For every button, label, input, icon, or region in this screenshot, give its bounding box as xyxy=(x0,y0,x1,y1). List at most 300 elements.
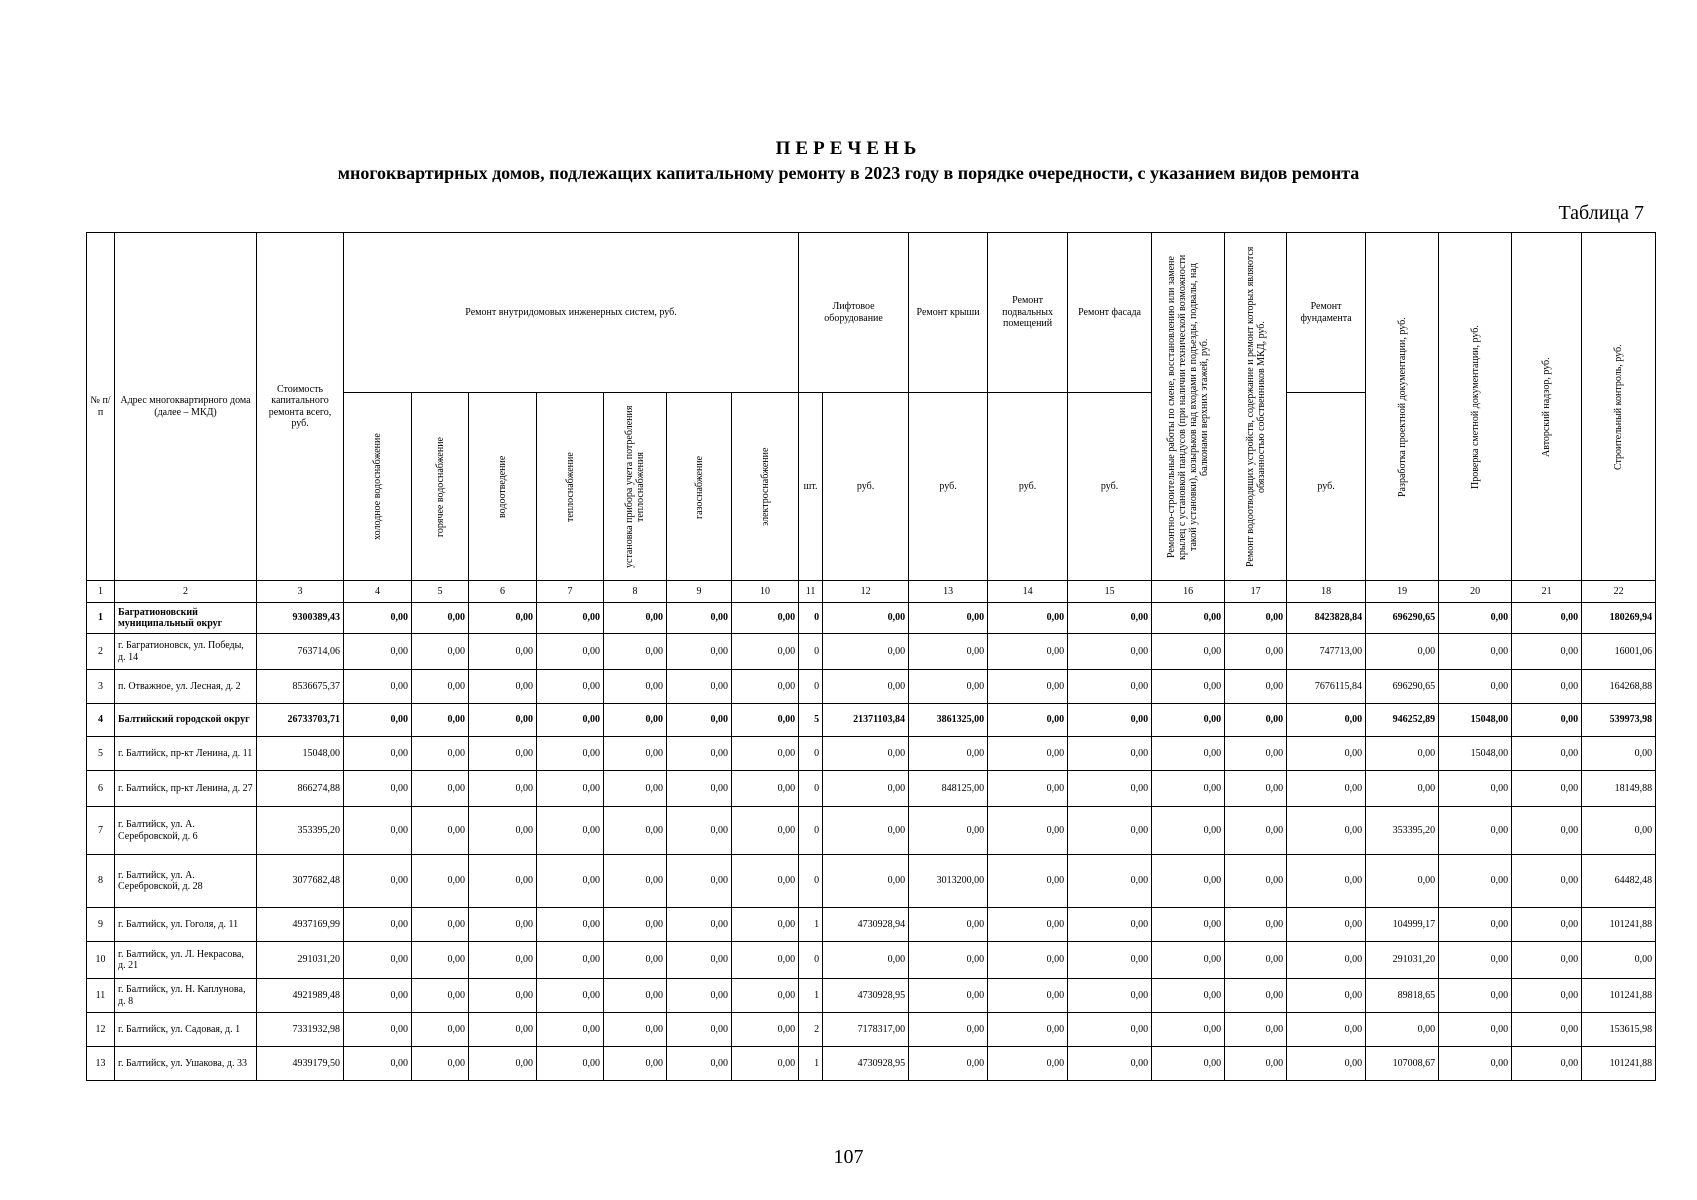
amount-cell: 0,00 xyxy=(988,979,1068,1013)
amount-cell: 0,00 xyxy=(537,942,604,979)
amount-cell: 21371103,84 xyxy=(823,704,909,737)
column-number: 19 xyxy=(1366,581,1439,603)
amount-cell: 0,00 xyxy=(1512,737,1582,771)
address-cell: п. Отважное, ул. Лесная, д. 2 xyxy=(115,670,257,704)
table-row xyxy=(87,942,1656,979)
amount-cell: 180269,94 xyxy=(1582,603,1656,634)
col-header-cold-water: холодное водоснабжение xyxy=(344,393,412,581)
amount-cell: 0,00 xyxy=(344,942,412,979)
amount-cell: 0,00 xyxy=(1068,737,1152,771)
amount-cell: 0,00 xyxy=(1068,670,1152,704)
column-number: 22 xyxy=(1582,581,1656,603)
amount-cell: 0,00 xyxy=(469,908,537,942)
amount-cell: 0,00 xyxy=(909,908,988,942)
amount-cell: 0,00 xyxy=(1439,634,1512,670)
amount-cell: 0,00 xyxy=(823,855,909,908)
table-row xyxy=(87,737,1656,771)
amount-cell: 0,00 xyxy=(344,704,412,737)
row-number-cell: 9 xyxy=(87,908,115,942)
amount-cell: 0,00 xyxy=(667,1013,732,1047)
amount-cell: 0,00 xyxy=(1225,979,1287,1013)
col-header-author-supervision: Авторский надзор, руб. xyxy=(1512,233,1582,581)
amount-cell: 0,00 xyxy=(1287,855,1366,908)
amount-cell: 0,00 xyxy=(1512,855,1582,908)
amount-cell: 0,00 xyxy=(732,1047,799,1081)
amount-cell: 0,00 xyxy=(667,603,732,634)
table-row xyxy=(87,1013,1656,1047)
amount-cell: 0,00 xyxy=(344,771,412,807)
table-row xyxy=(87,855,1656,908)
amount-cell: 0,00 xyxy=(1068,1047,1152,1081)
column-number: 16 xyxy=(1152,581,1225,603)
col-header-drainage: Ремонт водоотводящих устройств, содержание и ремонт которых являются обязанностью собственников МКД, руб. xyxy=(1225,233,1287,581)
column-number: 6 xyxy=(469,581,537,603)
amount-cell: 0,00 xyxy=(988,807,1068,855)
elevator-units-cell: 0 xyxy=(799,603,823,634)
address-cell: г. Балтийск, ул. Н. Каплунова, д. 8 xyxy=(115,979,257,1013)
row-number-cell: 7 xyxy=(87,807,115,855)
amount-cell: 0,00 xyxy=(988,737,1068,771)
amount-cell: 0,00 xyxy=(1287,807,1366,855)
amount-cell: 0,00 xyxy=(732,807,799,855)
row-number-cell: 12 xyxy=(87,1013,115,1047)
amount-cell: 0,00 xyxy=(1439,1047,1512,1081)
amount-cell: 0,00 xyxy=(1287,771,1366,807)
amount-cell: 0,00 xyxy=(412,855,469,908)
amount-cell: 0,00 xyxy=(344,737,412,771)
amount-cell: 0,00 xyxy=(1225,807,1287,855)
amount-cell: 0,00 xyxy=(469,634,537,670)
address-cell: г. Балтийск, ул. Садовая, д. 1 xyxy=(115,1013,257,1047)
column-number: 17 xyxy=(1225,581,1287,603)
amount-cell: 4937169,99 xyxy=(257,908,344,942)
amount-cell: 0,00 xyxy=(604,942,667,979)
amount-cell: 0,00 xyxy=(1582,942,1656,979)
col-header-facade: Ремонт фасада xyxy=(1068,233,1152,393)
table-row xyxy=(87,634,1656,670)
amount-cell: 0,00 xyxy=(412,603,469,634)
amount-cell: 0,00 xyxy=(667,634,732,670)
table-row xyxy=(87,908,1656,942)
amount-cell: 0,00 xyxy=(412,704,469,737)
amount-cell: 15048,00 xyxy=(1439,737,1512,771)
amount-cell: 0,00 xyxy=(1512,771,1582,807)
amount-cell: 0,00 xyxy=(732,670,799,704)
amount-cell: 0,00 xyxy=(1287,979,1366,1013)
amount-cell: 0,00 xyxy=(988,908,1068,942)
column-number: 10 xyxy=(732,581,799,603)
amount-cell: 0,00 xyxy=(988,1013,1068,1047)
column-number: 1 xyxy=(87,581,115,603)
amount-cell: 0,00 xyxy=(469,1013,537,1047)
col-header-heating: теплоснабжение xyxy=(537,393,604,581)
amount-cell: 0,00 xyxy=(1068,771,1152,807)
amount-cell: 0,00 xyxy=(1068,603,1152,634)
amount-cell: 0,00 xyxy=(537,908,604,942)
amount-cell: 3077682,48 xyxy=(257,855,344,908)
amount-cell: 0,00 xyxy=(1225,942,1287,979)
row-number-cell: 11 xyxy=(87,979,115,1013)
table-row xyxy=(87,771,1656,807)
column-number: 21 xyxy=(1512,581,1582,603)
table-number-label: Таблица 7 xyxy=(1558,202,1644,224)
amount-cell: 0,00 xyxy=(412,942,469,979)
amount-cell: 747713,00 xyxy=(1287,634,1366,670)
amount-cell: 0,00 xyxy=(667,670,732,704)
amount-cell: 0,00 xyxy=(909,942,988,979)
amount-cell: 0,00 xyxy=(1512,603,1582,634)
amount-cell: 0,00 xyxy=(469,979,537,1013)
amount-cell: 0,00 xyxy=(988,855,1068,908)
amount-cell: 0,00 xyxy=(604,603,667,634)
amount-cell: 0,00 xyxy=(1152,942,1225,979)
column-number: 13 xyxy=(909,581,988,603)
amount-cell: 164268,88 xyxy=(1582,670,1656,704)
amount-cell: 0,00 xyxy=(604,771,667,807)
amount-cell: 0,00 xyxy=(1512,807,1582,855)
amount-cell: 0,00 xyxy=(469,737,537,771)
column-number: 7 xyxy=(537,581,604,603)
elevator-units-cell: 0 xyxy=(799,670,823,704)
amount-cell: 0,00 xyxy=(469,1047,537,1081)
amount-cell: 0,00 xyxy=(1225,634,1287,670)
column-number: 14 xyxy=(988,581,1068,603)
amount-cell: 64482,48 xyxy=(1582,855,1656,908)
amount-cell: 0,00 xyxy=(344,1047,412,1081)
amount-cell: 0,00 xyxy=(604,737,667,771)
amount-cell: 0,00 xyxy=(1439,807,1512,855)
amount-cell: 0,00 xyxy=(344,979,412,1013)
amount-cell: 0,00 xyxy=(1439,979,1512,1013)
col-header-basement-rub: руб. xyxy=(988,393,1068,581)
column-number: 8 xyxy=(604,581,667,603)
amount-cell: 0,00 xyxy=(537,670,604,704)
amount-cell: 4921989,48 xyxy=(257,979,344,1013)
col-header-elevator-rub: руб. xyxy=(823,393,909,581)
amount-cell: 0,00 xyxy=(1512,1013,1582,1047)
amount-cell: 291031,20 xyxy=(1366,942,1439,979)
amount-cell: 0,00 xyxy=(1366,855,1439,908)
amount-cell: 0,00 xyxy=(537,979,604,1013)
amount-cell: 0,00 xyxy=(823,737,909,771)
amount-cell: 0,00 xyxy=(1152,704,1225,737)
row-number-cell: 13 xyxy=(87,1047,115,1081)
amount-cell: 353395,20 xyxy=(1366,807,1439,855)
amount-cell: 0,00 xyxy=(604,855,667,908)
amount-cell: 0,00 xyxy=(823,807,909,855)
amount-cell: 0,00 xyxy=(1512,634,1582,670)
amount-cell: 0,00 xyxy=(1512,942,1582,979)
elevator-units-cell: 2 xyxy=(799,1013,823,1047)
amount-cell: 0,00 xyxy=(1439,603,1512,634)
amount-cell: 0,00 xyxy=(1225,771,1287,807)
table-row xyxy=(87,603,1656,634)
amount-cell: 0,00 xyxy=(537,1013,604,1047)
amount-cell: 0,00 xyxy=(988,670,1068,704)
amount-cell: 0,00 xyxy=(537,737,604,771)
column-number-row xyxy=(87,581,1656,603)
amount-cell: 0,00 xyxy=(344,1013,412,1047)
amount-cell: 0,00 xyxy=(469,942,537,979)
amount-cell: 0,00 xyxy=(537,634,604,670)
amount-cell: 0,00 xyxy=(1512,1047,1582,1081)
amount-cell: 0,00 xyxy=(988,704,1068,737)
amount-cell: 0,00 xyxy=(537,603,604,634)
amount-cell: 0,00 xyxy=(732,855,799,908)
amount-cell: 0,00 xyxy=(604,979,667,1013)
amount-cell: 0,00 xyxy=(1439,771,1512,807)
amount-cell: 0,00 xyxy=(1068,634,1152,670)
amount-cell: 101241,88 xyxy=(1582,1047,1656,1081)
col-header-elevator: Лифтовое оборудование xyxy=(799,233,909,393)
elevator-units-cell: 0 xyxy=(799,737,823,771)
elevator-units-cell: 0 xyxy=(799,807,823,855)
col-header-design-docs: Разработка проектной документации, руб. xyxy=(1366,233,1439,581)
amount-cell: 0,00 xyxy=(1152,807,1225,855)
column-number: 15 xyxy=(1068,581,1152,603)
amount-cell: 0,00 xyxy=(604,908,667,942)
amount-cell: 0,00 xyxy=(1152,908,1225,942)
amount-cell: 0,00 xyxy=(667,704,732,737)
amount-cell: 8423828,84 xyxy=(1287,603,1366,634)
amount-cell: 4730928,95 xyxy=(823,979,909,1013)
col-header-address: Адрес многоквартирного дома (далее – МКД) xyxy=(115,233,257,581)
amount-cell: 946252,89 xyxy=(1366,704,1439,737)
col-header-estimate-check: Проверка сметной документации, руб. xyxy=(1439,233,1512,581)
amount-cell: 0,00 xyxy=(344,855,412,908)
address-cell: г. Балтийск, пр-кт Ленина, д. 27 xyxy=(115,771,257,807)
amount-cell: 0,00 xyxy=(604,1013,667,1047)
amount-cell: 0,00 xyxy=(823,634,909,670)
amount-cell: 0,00 xyxy=(537,1047,604,1081)
amount-cell: 0,00 xyxy=(604,704,667,737)
amount-cell: 101241,88 xyxy=(1582,908,1656,942)
amount-cell: 291031,20 xyxy=(257,942,344,979)
amount-cell: 0,00 xyxy=(604,1047,667,1081)
amount-cell: 0,00 xyxy=(1439,670,1512,704)
column-number: 18 xyxy=(1287,581,1366,603)
row-number-cell: 2 xyxy=(87,634,115,670)
row-number-cell: 3 xyxy=(87,670,115,704)
amount-cell: 0,00 xyxy=(667,942,732,979)
amount-cell: 0,00 xyxy=(412,1047,469,1081)
amount-cell: 15048,00 xyxy=(1439,704,1512,737)
address-cell: Балтийский городской округ xyxy=(115,704,257,737)
amount-cell: 0,00 xyxy=(1068,807,1152,855)
amount-cell: 0,00 xyxy=(1439,1013,1512,1047)
amount-cell: 0,00 xyxy=(909,603,988,634)
amount-cell: 0,00 xyxy=(1512,979,1582,1013)
amount-cell: 0,00 xyxy=(988,1047,1068,1081)
amount-cell: 153615,98 xyxy=(1582,1013,1656,1047)
amount-cell: 0,00 xyxy=(1152,634,1225,670)
amount-cell: 0,00 xyxy=(1287,704,1366,737)
amount-cell: 0,00 xyxy=(667,855,732,908)
amount-cell: 0,00 xyxy=(1287,1047,1366,1081)
amount-cell: 0,00 xyxy=(1225,603,1287,634)
amount-cell: 0,00 xyxy=(732,603,799,634)
amount-cell: 0,00 xyxy=(412,1013,469,1047)
amount-cell: 0,00 xyxy=(1366,771,1439,807)
page-number: 107 xyxy=(833,1146,864,1168)
col-header-roof-rub: руб. xyxy=(909,393,988,581)
amount-cell: 0,00 xyxy=(667,979,732,1013)
row-number-cell: 6 xyxy=(87,771,115,807)
amount-cell: 0,00 xyxy=(1152,603,1225,634)
amount-cell: 848125,00 xyxy=(909,771,988,807)
document-title: ПЕРЕЧЕНЬ xyxy=(775,138,922,159)
amount-cell: 0,00 xyxy=(1152,855,1225,908)
address-cell: г. Балтийск, ул. А. Серебровской, д. 28 xyxy=(115,855,257,908)
amount-cell: 4730928,94 xyxy=(823,908,909,942)
document-subtitle: многоквартирных домов, подлежащих капитальному ремонту в 2023 году в порядке очередности, с указанием видов ремонта xyxy=(337,163,1360,183)
column-number: 12 xyxy=(823,581,909,603)
amount-cell: 0,00 xyxy=(1225,908,1287,942)
amount-cell: 866274,88 xyxy=(257,771,344,807)
amount-cell: 0,00 xyxy=(732,737,799,771)
column-number: 11 xyxy=(799,581,823,603)
address-cell: г. Балтийск, ул. А. Серебровской, д. 6 xyxy=(115,807,257,855)
column-number: 9 xyxy=(667,581,732,603)
amount-cell: 0,00 xyxy=(344,807,412,855)
col-header-ramps: Ремонтно-строительные работы по смене, восстановлению или замене крылец с установкой пандусов (при наличии технической возможности такой установки), козырьков над входами в подъезды, подвалы, над балконами верхних этажей, руб. xyxy=(1152,233,1225,581)
address-cell: г. Балтийск, ул. Л. Некрасова, д. 21 xyxy=(115,942,257,979)
amount-cell: 0,00 xyxy=(1287,737,1366,771)
amount-cell: 0,00 xyxy=(1225,704,1287,737)
amount-cell: 0,00 xyxy=(344,634,412,670)
amount-cell: 763714,06 xyxy=(257,634,344,670)
amount-cell: 0,00 xyxy=(988,634,1068,670)
amount-cell: 0,00 xyxy=(537,704,604,737)
amount-cell: 0,00 xyxy=(1366,1013,1439,1047)
col-header-facade-rub: руб. xyxy=(1068,393,1152,581)
amount-cell: 0,00 xyxy=(988,603,1068,634)
amount-cell: 0,00 xyxy=(732,942,799,979)
amount-cell: 0,00 xyxy=(732,771,799,807)
elevator-units-cell: 1 xyxy=(799,1047,823,1081)
amount-cell: 0,00 xyxy=(1225,1013,1287,1047)
elevator-units-cell: 0 xyxy=(799,942,823,979)
address-cell: г. Балтийск, пр-кт Ленина, д. 11 xyxy=(115,737,257,771)
amount-cell: 0,00 xyxy=(469,704,537,737)
amount-cell: 89818,65 xyxy=(1366,979,1439,1013)
amount-cell: 4939179,50 xyxy=(257,1047,344,1081)
amount-cell: 0,00 xyxy=(823,670,909,704)
amount-cell: 0,00 xyxy=(412,737,469,771)
amount-cell: 0,00 xyxy=(1152,737,1225,771)
address-cell: Багратионовский муниципальный округ xyxy=(115,603,257,634)
amount-cell: 0,00 xyxy=(909,737,988,771)
amount-cell: 353395,20 xyxy=(257,807,344,855)
col-header-engineering-systems: Ремонт внутридомовых инженерных систем, руб. xyxy=(344,233,799,393)
amount-cell: 15048,00 xyxy=(257,737,344,771)
col-header-number: № п/п xyxy=(87,233,115,581)
amount-cell: 0,00 xyxy=(412,908,469,942)
amount-cell: 0,00 xyxy=(1439,942,1512,979)
col-header-construction-control: Строительный контроль, руб. xyxy=(1582,233,1656,581)
amount-cell: 0,00 xyxy=(667,908,732,942)
amount-cell: 0,00 xyxy=(1366,634,1439,670)
amount-cell: 0,00 xyxy=(1068,1013,1152,1047)
amount-cell: 3861325,00 xyxy=(909,704,988,737)
amount-cell: 0,00 xyxy=(1152,1013,1225,1047)
repair-register-table xyxy=(86,232,1656,1081)
amount-cell: 0,00 xyxy=(667,771,732,807)
col-header-sewerage: водоотведение xyxy=(469,393,537,581)
amount-cell: 0,00 xyxy=(1582,737,1656,771)
amount-cell: 7331932,98 xyxy=(257,1013,344,1047)
amount-cell: 0,00 xyxy=(909,1013,988,1047)
amount-cell: 0,00 xyxy=(412,670,469,704)
col-header-electricity: электроснабжение xyxy=(732,393,799,581)
amount-cell: 0,00 xyxy=(1287,1013,1366,1047)
amount-cell: 0,00 xyxy=(909,979,988,1013)
amount-cell: 0,00 xyxy=(1512,670,1582,704)
column-number: 2 xyxy=(115,581,257,603)
amount-cell: 9300389,43 xyxy=(257,603,344,634)
col-header-heat-meter: установка прибора учета потребления теплоснабжения xyxy=(604,393,667,581)
col-header-foundation: Ремонт фундамента xyxy=(1287,233,1366,393)
amount-cell: 0,00 xyxy=(1366,737,1439,771)
row-number-cell: 8 xyxy=(87,855,115,908)
amount-cell: 0,00 xyxy=(823,942,909,979)
col-header-basement: Ремонт подвальных помещений xyxy=(988,233,1068,393)
column-number: 5 xyxy=(412,581,469,603)
amount-cell: 696290,65 xyxy=(1366,670,1439,704)
amount-cell: 0,00 xyxy=(1439,855,1512,908)
amount-cell: 0,00 xyxy=(344,908,412,942)
amount-cell: 0,00 xyxy=(1582,807,1656,855)
col-header-hot-water: горячее водоснабжение xyxy=(412,393,469,581)
amount-cell: 0,00 xyxy=(909,670,988,704)
amount-cell: 0,00 xyxy=(1287,942,1366,979)
amount-cell: 0,00 xyxy=(1225,1047,1287,1081)
amount-cell: 0,00 xyxy=(469,855,537,908)
amount-cell: 0,00 xyxy=(1152,670,1225,704)
amount-cell: 0,00 xyxy=(412,807,469,855)
amount-cell: 7178317,00 xyxy=(823,1013,909,1047)
amount-cell: 0,00 xyxy=(1439,908,1512,942)
amount-cell: 0,00 xyxy=(732,908,799,942)
amount-cell: 0,00 xyxy=(988,942,1068,979)
amount-cell: 0,00 xyxy=(667,807,732,855)
amount-cell: 0,00 xyxy=(732,1013,799,1047)
amount-cell: 18149,88 xyxy=(1582,771,1656,807)
amount-cell: 0,00 xyxy=(1225,737,1287,771)
row-number-cell: 10 xyxy=(87,942,115,979)
amount-cell: 696290,65 xyxy=(1366,603,1439,634)
amount-cell: 0,00 xyxy=(1068,855,1152,908)
row-number-cell: 4 xyxy=(87,704,115,737)
elevator-units-cell: 0 xyxy=(799,855,823,908)
amount-cell: 0,00 xyxy=(667,1047,732,1081)
amount-cell: 107008,67 xyxy=(1366,1047,1439,1081)
header-row-1 xyxy=(87,233,1656,393)
amount-cell: 0,00 xyxy=(823,771,909,807)
amount-cell: 4730928,95 xyxy=(823,1047,909,1081)
elevator-units-cell: 1 xyxy=(799,908,823,942)
amount-cell: 7676115,84 xyxy=(1287,670,1366,704)
amount-cell: 0,00 xyxy=(1225,855,1287,908)
amount-cell: 0,00 xyxy=(604,634,667,670)
amount-cell: 539973,98 xyxy=(1582,704,1656,737)
table-row xyxy=(87,1047,1656,1081)
amount-cell: 0,00 xyxy=(469,670,537,704)
amount-cell: 0,00 xyxy=(1068,908,1152,942)
col-header-total-cost: Стоимость капитального ремонта всего, руб. xyxy=(257,233,344,581)
col-header-elevator-units: шт. xyxy=(799,393,823,581)
elevator-units-cell: 0 xyxy=(799,771,823,807)
